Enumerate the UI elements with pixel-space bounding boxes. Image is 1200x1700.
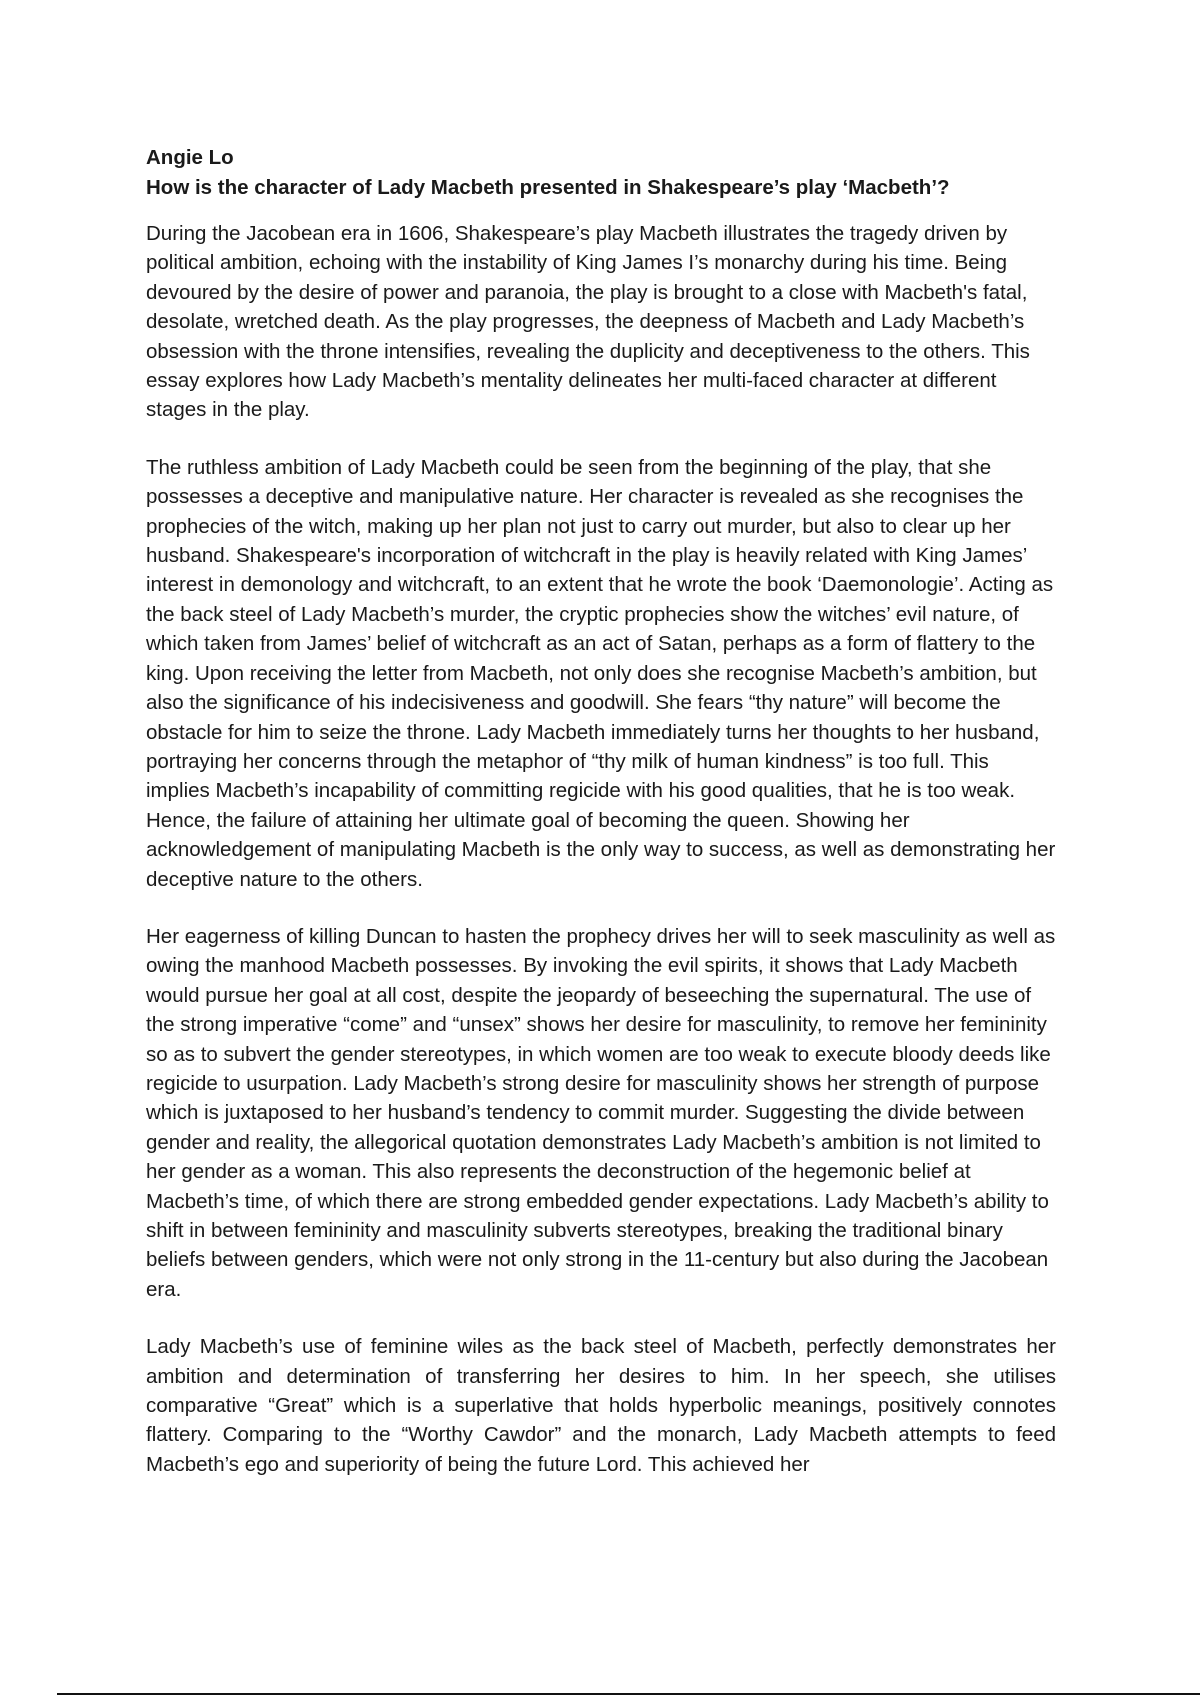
paragraph-ruthless-ambition: The ruthless ambition of Lady Macbeth could be seen from the beginning of the play, that she possesses a deceptive and manipulative nature. Her character is revealed as she recognises the prophecies of the witch, making up her plan not just to carry out murder, but also to clear up her husband. Shakespeare's incorporation of witchcraft in the play is heavily related with King James’ interest in demonology and witchcraft, to an extent that he wrote the book ‘Daemonologie’. Acting as the back steel of Lady Macbeth’s murder, the cryptic prophecies show the witches’ evil nature, of which taken from James’ belief of witchcraft as an act of Satan, perhaps as a form of flattery to the king. Upon receiving the letter from Macbeth, not only does she recognise Macbeth’s ambition, but also the significance of his indecisiveness and goodwill. She fears “thy nature” will become the obstacle for him to seize the throne. Lady Macbeth immediately turns her thoughts to her husband, portraying her concerns through the metaphor of “thy milk of human kindness” is too full. This implies Macbeth’s incapability of committing regicide with his good qualities, that he is too weak. Hence, the failure of attaining her ultimate goal of becoming the queen. Showing her acknowledgement of manipulating Macbeth is the only way to success, as well as demonstrating her deceptive nature to the others. xyxy=(146,455,1056,891)
paragraph-introduction: During the Jacobean era in 1606, Shakespeare’s play Macbeth illustrates the tragedy driven by political ambition, echoing with the instability of King James I’s monarchy during his time. Being devoured by the desire of power and paranoia, the play is brought to a close with Macbeth's fatal, desolate, wretched death. As the play progresses, the deepness of Macbeth and Lady Macbeth’s obsession with the throne intensifies, revealing the duplicity and deceptiveness to the others. This essay explores how Lady Macbeth’s mentality delineates her multi-faced character at different stages in the play. xyxy=(146,222,1030,422)
paragraph-masculinity: Her eagerness of killing Duncan to hasten the prophecy drives her will to seek masculinity as well as owing the manhood Macbeth possesses. By invoking the evil spirits, it shows that Lady Macbeth would pursue her goal at all cost, despite the jeopardy of beseeching the supernatural. The use of the strong imperative “come” and “unsex” shows her desire for masculinity, to remove her femininity so as to subvert the gender stereotypes, in which women are too weak to execute bloody deeds like regicide to usurpation. Lady Macbeth’s strong desire for masculinity shows her strength of purpose which is juxtaposed to her husband’s tendency to commit murder. Suggesting the divide between gender and reality, the allegorical quotation demonstrates Lady Macbeth’s ambition is not limited to her gender as a woman. This also represents the deconstruction of the hegemonic belief at Macbeth’s time, of which there are strong embedded gender expectations. Lady Macbeth’s ability to shift in between femininity and masculinity subverts stereotypes, breaking the traditional binary beliefs between genders, which were not only strong in the 11-century but also during the Jacobean era. xyxy=(146,924,1056,1301)
paragraph-feminine-wiles: Lady Macbeth’s use of feminine wiles as the back steel of Macbeth, perfectly demonstrates her ambition and determination of transferring her desires to him. In her speech, she utilises comparative “Great” which is a superlative that holds hyperbolic meanings, positively connotes flattery. Comparing to the “Worthy Cawdor” and the monarch, Lady Macbeth attempts to feed Macbeth’s ego and superiority of being the future Lord. This achieved her xyxy=(146,1335,1056,1476)
author-name: Angie Lo xyxy=(146,146,234,169)
essay-page xyxy=(146,143,1056,1507)
page-bottom-divider xyxy=(57,1693,1200,1695)
essay-title: How is the character of Lady Macbeth presented in Shakespeare’s play ‘Macbeth’? xyxy=(146,176,950,199)
